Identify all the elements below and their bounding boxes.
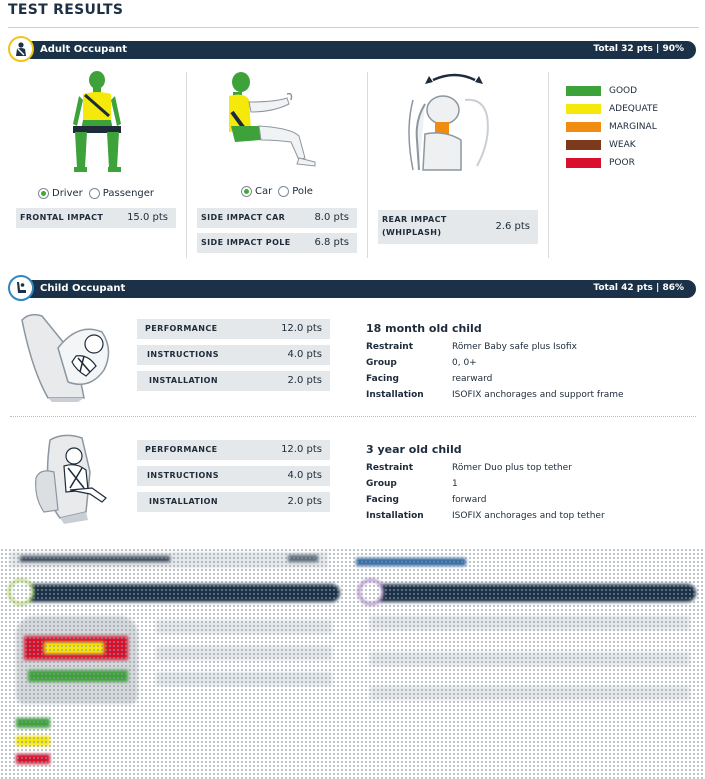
rear-impact-score <box>378 210 538 244</box>
info-row: Restraint Römer Duo plus top tether <box>366 463 572 473</box>
passenger-radio[interactable] <box>89 188 100 199</box>
adult-divider-1 <box>186 72 187 258</box>
legend-item-good: GOOD <box>566 82 658 100</box>
adult-occupant-title: Adult Occupant <box>40 44 127 55</box>
legend-item-weak: WEAK <box>566 136 658 154</box>
whiplash-head-icon <box>405 70 505 172</box>
side-impact-pole-score <box>197 233 357 253</box>
child-divider <box>10 416 696 417</box>
info-row: Facing forward <box>366 495 487 505</box>
passenger-radio-label: Passenger <box>102 188 155 199</box>
child1-performance-score <box>137 319 330 339</box>
legend-item-poor: POOR <box>566 154 658 172</box>
info-row: Restraint Römer Baby safe plus Isofix <box>366 342 577 352</box>
rear-impact-label-2: (WHIPLASH) <box>382 228 442 237</box>
child1-installation-label: INSTALLATION <box>149 376 218 385</box>
child2-installation-value: 2.0 pts <box>287 496 322 507</box>
obscured-lower-section <box>0 548 705 779</box>
legend-item-adequate: ADEQUATE <box>566 100 658 118</box>
forward-child-seat-icon <box>30 432 126 524</box>
page-title: TEST RESULTS <box>8 2 124 18</box>
side-impact-pole-label: SIDE IMPACT POLE <box>201 238 291 247</box>
child2-performance-score <box>137 440 330 460</box>
adult-seatbelt-icon <box>8 36 34 62</box>
side-radio-group <box>241 186 313 197</box>
child-occupant-bar <box>10 280 696 298</box>
title-divider <box>8 27 699 28</box>
legend-item-marginal: MARGINAL <box>566 118 658 136</box>
frontal-impact-dummy-icon <box>65 70 129 174</box>
rear-impact-label-1: REAR IMPACT <box>382 215 447 224</box>
side-impact-car-score <box>197 208 357 228</box>
info-row: Facing rearward <box>366 374 493 384</box>
adult-divider-3 <box>548 72 549 258</box>
child2-installation-label: INSTALLATION <box>149 497 218 506</box>
rearward-child-seat-icon <box>18 310 124 402</box>
child1-performance-label: PERFORMANCE <box>145 324 218 333</box>
child1-instructions-value: 4.0 pts <box>287 349 322 360</box>
info-row: Group 1 <box>366 479 458 489</box>
child1-info <box>366 342 624 406</box>
child2-installation-score <box>137 492 330 512</box>
child2-title: 3 year old child <box>366 443 462 456</box>
child2-info <box>366 463 605 527</box>
child1-instructions-score <box>137 345 330 365</box>
child2-instructions-value: 4.0 pts <box>287 470 322 481</box>
pole-radio[interactable] <box>278 186 289 197</box>
pole-radio-label: Pole <box>292 186 313 197</box>
child1-installation-value: 2.0 pts <box>287 375 322 386</box>
adult-divider-2 <box>367 72 368 258</box>
car-radio-label: Car <box>255 186 273 197</box>
info-row: Group 0, 0+ <box>366 358 477 368</box>
adult-occupant-bar <box>10 41 696 59</box>
side-impact-car-label: SIDE IMPACT CAR <box>201 213 286 222</box>
frontal-impact-label: FRONTAL IMPACT <box>20 213 104 222</box>
child-occupant-title: Child Occupant <box>40 283 126 294</box>
child-occupant-total: Total 42 pts | 86% <box>593 283 684 293</box>
frontal-impact-score <box>16 208 176 228</box>
side-impact-pole-value: 6.8 pts <box>314 237 349 248</box>
car-radio[interactable] <box>241 186 252 197</box>
driver-radio[interactable] <box>38 188 49 199</box>
child2-instructions-score <box>137 466 330 486</box>
child2-instructions-label: INSTRUCTIONS <box>147 471 219 480</box>
child2-performance-value: 12.0 pts <box>281 444 322 455</box>
frontal-impact-value: 15.0 pts <box>127 212 168 223</box>
adult-occupant-total: Total 32 pts | 90% <box>593 44 684 54</box>
driver-radio-label: Driver <box>52 188 83 199</box>
rating-legend <box>566 82 658 172</box>
child1-instructions-label: INSTRUCTIONS <box>147 350 219 359</box>
info-row: Installation ISOFIX anchorages and support frame <box>366 390 624 400</box>
side-impact-dummy-icon <box>215 70 330 170</box>
child-seat-icon <box>8 275 34 301</box>
frontal-radio-group <box>38 188 154 199</box>
child2-performance-label: PERFORMANCE <box>145 445 218 454</box>
child1-title: 18 month old child <box>366 322 482 335</box>
info-row: Installation ISOFIX anchorages and top tether <box>366 511 605 521</box>
side-impact-car-value: 8.0 pts <box>314 212 349 223</box>
rear-impact-value: 2.6 pts <box>495 221 530 232</box>
child1-installation-score <box>137 371 330 391</box>
child1-performance-value: 12.0 pts <box>281 323 322 334</box>
